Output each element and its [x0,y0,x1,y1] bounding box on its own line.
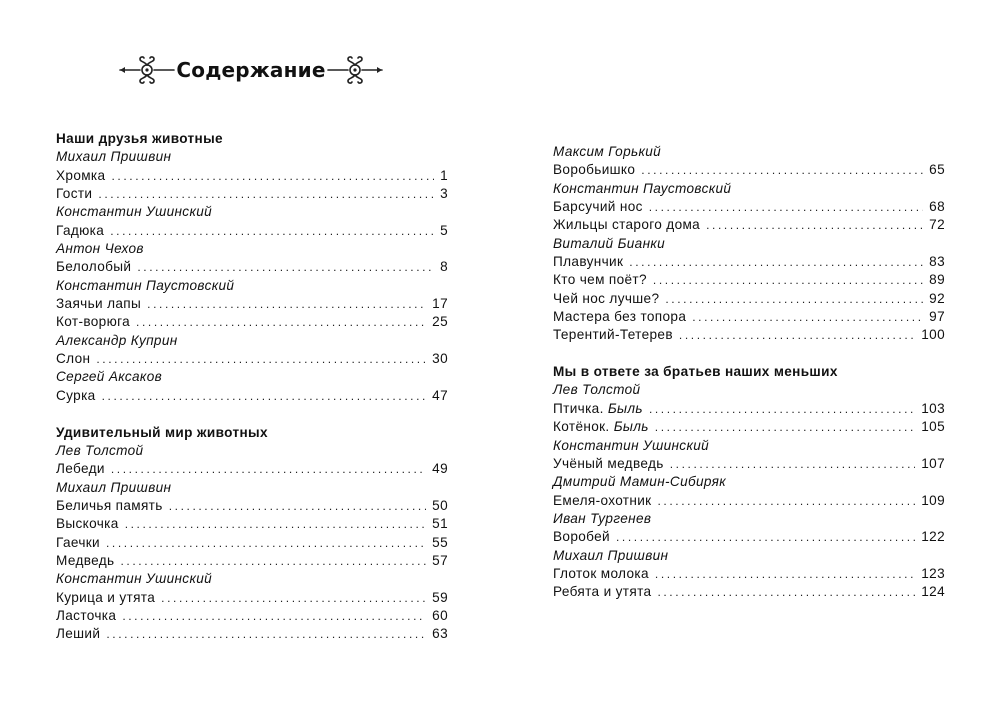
entry-title [553,583,657,601]
dot-leader [655,565,915,583]
dot-leader [657,583,915,601]
page-number: 5 [440,222,448,238]
entry-title [56,222,110,240]
entry-title [553,271,653,289]
dot-leader [649,198,923,216]
author-name: Максим Горький [553,144,662,159]
entry-title [56,534,106,552]
dot-leader [665,290,923,308]
author-name: Сергей Аксаков [56,369,163,385]
author-name: Константин Паустовский [56,277,235,293]
page-number: 63 [432,626,448,642]
page-number: 47 [432,387,448,403]
entry-title-text: Курица и утята [56,589,156,605]
toc-entry[interactable] [553,216,945,234]
dot-leader [137,258,434,276]
author-name: Лев Толстой [553,382,641,398]
page-number: 65 [929,162,945,178]
entry-title-text: Ласточка [56,607,117,623]
entry-title [553,216,706,234]
author-name: Михаил Пришвин [56,149,172,165]
entry-title [56,625,106,643]
author-name: Антон Чехов [56,241,144,257]
entry-title [56,185,98,203]
toc-entry[interactable] [56,497,448,515]
entry-title [56,167,111,185]
dot-leader [125,515,426,533]
toc-entry[interactable] [56,625,448,643]
entry-title-text: Учёный медведь [553,455,664,471]
page-number: 97 [929,309,945,325]
entry-title-text: Хромка [56,167,106,183]
entry-title [56,552,120,570]
toc-entry[interactable] [56,460,448,478]
page-number: 123 [921,565,945,581]
dot-leader [655,418,915,436]
author-name: Александр Куприн [56,332,178,348]
entry-title [56,295,147,313]
entry-title-text: Воробей [553,529,610,545]
author-name: Лев Толстой [56,442,144,458]
entry-title-text: Жильцы старого дома [553,217,701,233]
page-number: 30 [432,351,448,367]
page-number: 1 [440,167,448,183]
toc-entry[interactable] [553,400,945,418]
page-number: 89 [929,272,945,288]
dot-leader [670,455,916,473]
section-heading: Наши друзья животные [56,131,223,146]
toc-entry[interactable] [553,161,945,179]
toc-entry[interactable] [56,185,448,203]
dot-leader [653,271,923,289]
section-gap [56,405,448,423]
toc-entry[interactable] [56,552,448,570]
entry-title [56,589,161,607]
author-name: Константин Ушинский [553,437,710,453]
page-number: 59 [432,589,448,605]
page-number: 49 [432,461,448,477]
entry-title-text: Емеля-охотник [553,492,652,508]
entry-title [553,161,641,179]
entry-title [553,400,649,418]
page-number: 25 [432,314,448,330]
ornament-left-icon [118,55,176,85]
entry-title-text: Кот-ворюга [56,314,131,330]
dot-leader [161,589,426,607]
entry-title [553,418,655,436]
dot-leader [657,492,915,510]
toc-entry[interactable] [56,534,448,552]
entry-title-text: Лебеди [56,461,105,477]
entry-subtitle: Быль [613,419,649,435]
entry-title [553,565,655,583]
entry-title [553,253,629,271]
toc-entry[interactable] [553,455,945,473]
entry-title-text: Терентий-Тетерев [553,327,673,343]
entry-title-text: Ребята и утята [553,584,652,600]
toc-entry[interactable] [553,290,945,308]
entry-title [56,607,122,625]
toc-entry[interactable] [56,607,448,625]
entry-title-text: Птичка. [553,400,604,416]
entry-title-text: Выскочка [56,516,119,532]
toc-entry[interactable] [553,326,945,344]
entry-title-text: Гости [56,186,93,202]
page-header [118,52,384,88]
page-number: 50 [432,497,448,513]
toc-entry[interactable] [553,565,945,583]
dot-leader [706,216,923,234]
entry-title [56,313,136,331]
entry-title [56,515,125,533]
toc-entry[interactable] [553,198,945,216]
page-number: 72 [929,217,945,233]
entry-subtitle: Быль [607,400,643,416]
entry-title [553,198,649,216]
entry-title [56,258,137,276]
dot-leader [136,313,426,331]
entry-title [553,528,616,546]
entry-title-text: Заячьи лапы [56,296,142,312]
toc-entry[interactable] [56,387,448,405]
entry-title [553,326,679,344]
entry-title-text: Мастера без топора [553,309,687,325]
entry-title [56,497,169,515]
toc-entry[interactable] [553,253,945,271]
dot-leader [692,308,923,326]
page-number: 17 [432,296,448,312]
entry-title [56,460,111,478]
page-number: 105 [921,419,945,435]
author-name: Иван Тургенев [553,510,652,526]
entry-title [553,455,670,473]
toc-entry[interactable] [56,295,448,313]
page-number: 100 [921,327,945,343]
dot-leader [147,295,426,313]
toc-entry[interactable] [553,583,945,601]
page-number: 51 [432,516,448,532]
dot-leader [649,400,915,418]
toc-entry[interactable] [553,271,945,289]
page-number: 124 [921,584,945,600]
dot-leader [102,387,427,405]
page-number: 107 [921,455,945,471]
entry-title-text: Белолобый [56,259,132,275]
page-number: 122 [921,529,945,545]
page-number: 3 [440,186,448,202]
author-name: Константин Ушинский [56,204,213,220]
dot-leader [679,326,915,344]
author-name: Виталий Бианки [553,235,666,251]
toc-entry[interactable] [56,167,448,185]
page-number: 55 [432,534,448,550]
dot-leader [169,497,426,515]
toc-column-right [553,143,945,602]
ornament-right-icon [326,55,384,85]
entry-title [553,308,692,326]
page-number: 92 [929,290,945,306]
toc-entry[interactable] [553,528,945,546]
toc-entry[interactable] [56,258,448,276]
entry-title-text: Плавунчик [553,254,624,270]
page-number: 109 [921,492,945,508]
toc-entry[interactable] [553,308,945,326]
dot-leader [111,167,434,185]
dot-leader [120,552,426,570]
section-heading: Мы в ответе за братьев наших меньших [553,364,838,380]
entry-title [553,290,665,308]
toc-entry[interactable] [553,492,945,510]
page-number: 8 [440,259,448,275]
dot-leader [106,534,426,552]
page-number: 60 [432,607,448,623]
entry-title-text: Чей нос лучше? [553,290,660,306]
entry-title-text: Барсучий нос [553,199,643,215]
dot-leader [122,607,426,625]
entry-title-text: Кто чем поёт? [553,272,647,288]
entry-title-text: Сурка [56,387,96,403]
toc-entry[interactable] [56,589,448,607]
section-heading: Удивительный мир животных [56,424,268,440]
entry-title-text: Слон [56,351,91,367]
author-name: Михаил Пришвин [56,479,172,495]
entry-title-text: Гаечки [56,534,100,550]
dot-leader [106,625,426,643]
page-number: 103 [921,400,945,416]
dot-leader [641,161,923,179]
section-gap [553,345,945,363]
page-number: 57 [432,552,448,568]
author-name: Константин Паустовский [553,180,732,196]
entry-title-text: Глоток молока [553,565,649,581]
toc-entry[interactable] [56,222,448,240]
toc-entry[interactable] [553,418,945,436]
author-name: Константин Ушинский [56,571,213,587]
entry-title [56,350,96,368]
entry-title-text: Котёнок. [553,419,610,435]
entry-title-text: Гадюка [56,222,105,238]
entry-title-text: Воробьишко [553,162,636,178]
author-name: Дмитрий Мамин-Сибиряк [553,474,727,490]
dot-leader [616,528,915,546]
page-title: Содержание [176,58,326,82]
dot-leader [96,350,426,368]
entry-title [56,387,102,405]
entry-title-text: Беличья память [56,497,163,513]
dot-leader [98,185,434,203]
author-name: Михаил Пришвин [553,547,669,563]
entry-title-text: Медведь [56,552,115,568]
toc-entry[interactable] [56,313,448,331]
toc-column-left [56,130,448,644]
page-number: 68 [929,199,945,215]
page-number: 83 [929,254,945,270]
toc-entry[interactable] [56,350,448,368]
dot-leader [629,253,923,271]
dot-leader [111,460,426,478]
dot-leader [110,222,434,240]
entry-title-text: Леший [56,626,101,642]
entry-title [553,492,657,510]
toc-entry[interactable] [56,515,448,533]
